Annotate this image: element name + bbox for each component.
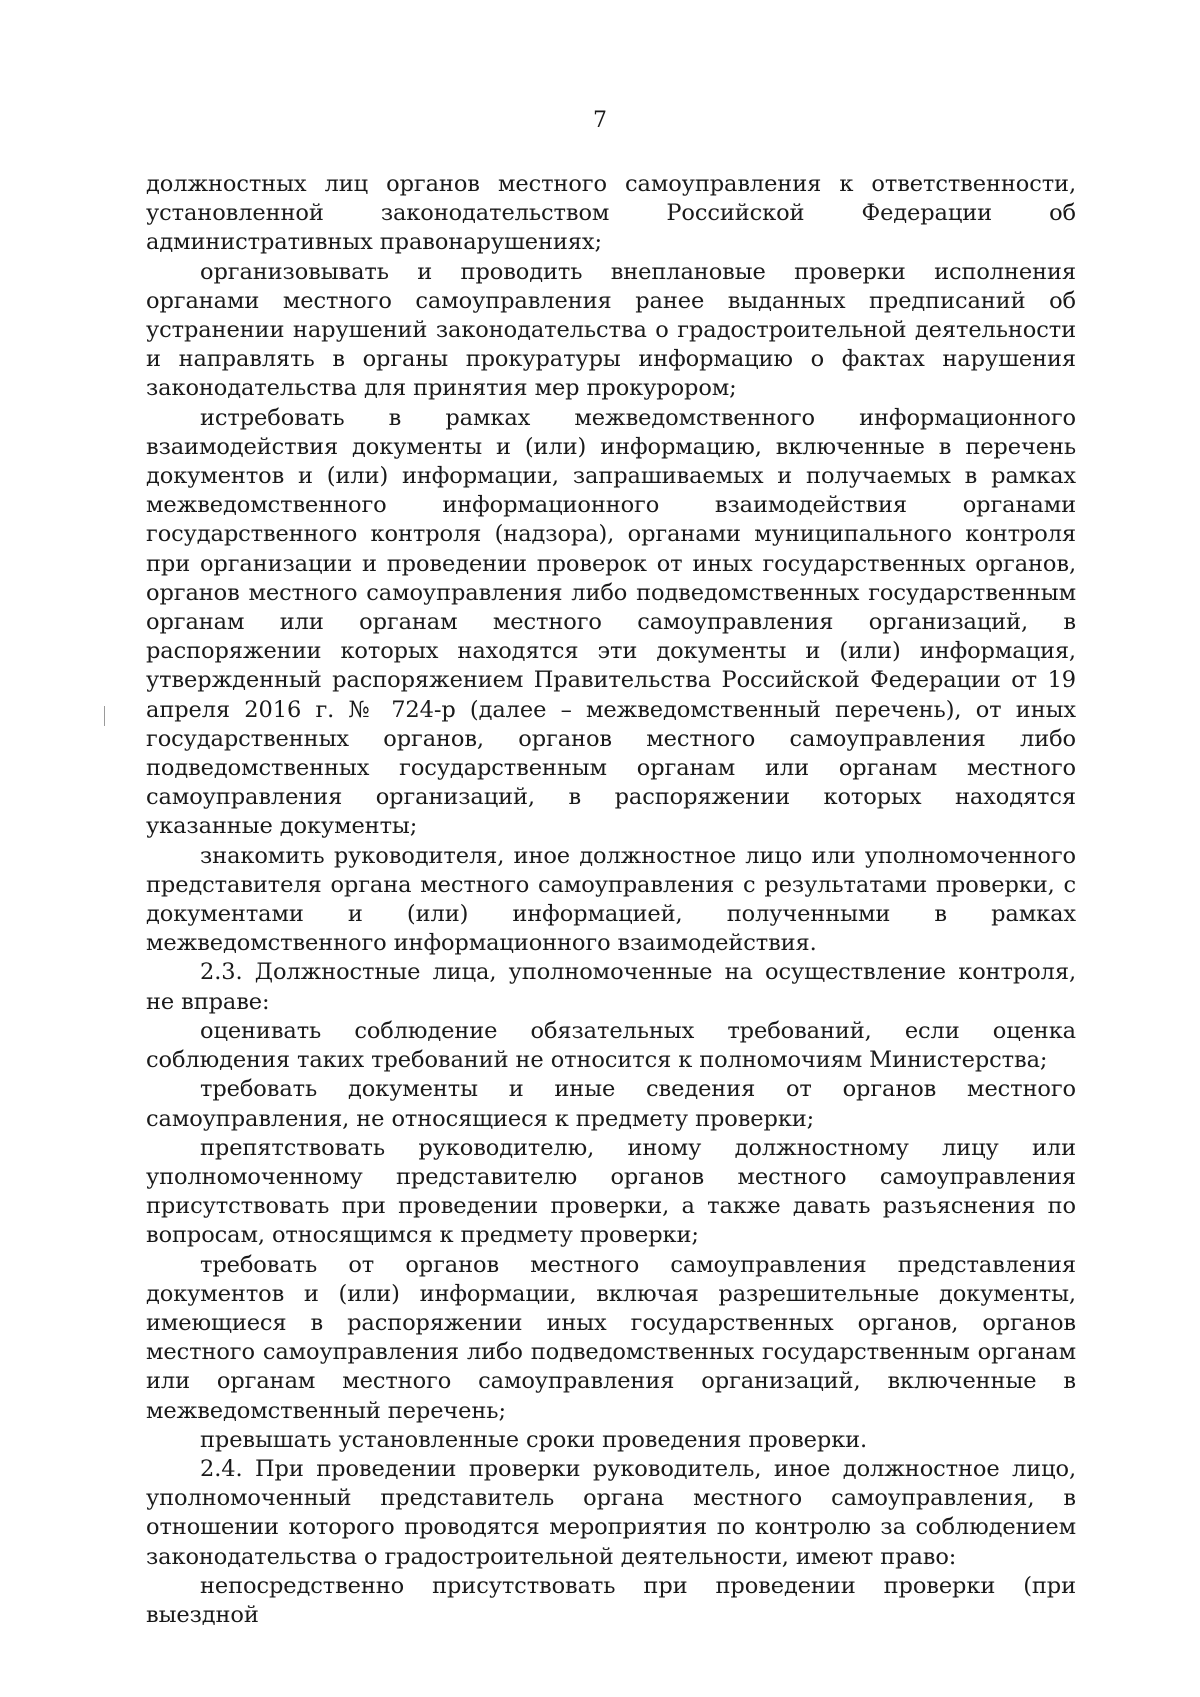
paragraph-section-2-4: 2.4. При проведении проверки руководитель, иное должностное лицо, уполномоченный представитель органа местного самоуправления, в отношении которого проводятся мероприятия по контролю за соблюдением законодательства о градостроительной деятельности, имеют право: <box>146 1455 1076 1570</box>
document-body <box>146 170 1076 1630</box>
margin-mark <box>104 706 105 726</box>
paragraph: препятствовать руководителю, иному должностному лицу или уполномоченному представителю органов местного самоуправления присутствовать при проведении проверки, а также давать разъяснения по вопросам, относящимся к предмету проверки; <box>146 1134 1076 1249</box>
paragraph: требовать документы и иные сведения от органов местного самоуправления, не относящиеся к предмету проверки; <box>146 1076 1076 1132</box>
paragraph-section-2-3: 2.3. Должностные лица, уполномоченные на осуществление контроля, не вправе: <box>146 959 1076 1015</box>
paragraph-last-line: непосредственно присутствовать при проведении проверки (при выездной <box>146 1572 1076 1628</box>
page-number: 7 <box>593 108 607 133</box>
paragraph: знакомить руководителя, иное должностное лицо или уполномоченного представителя органа местного самоуправления с результатами проверки, с документами и (или) информацией, полученными в рамках межведомственного информационного взаимодействия. <box>146 842 1076 957</box>
paragraph: организовывать и проводить внеплановые проверки исполнения органами местного самоуправления ранее выданных предписаний об устранении нарушений законодательства о градостроительной деятельности и направлять в органы прокуратуры информацию о фактах нарушения законодательства для принятия мер прокурором; <box>146 258 1076 402</box>
paragraph: истребовать в рамках межведомственного информационного взаимодействия документы и (или) информацию, включенные в перечень документов и (или) информации, запрашиваемых и получаемых в рамках межведомственного информационного взаимодействия органами государственного контроля (надзора), органами муниципального контроля при организации и проведении проверок от иных государственных органов, органов местного самоуправления либо подведомственных государственным органам или органам местного самоуправления организаций, в распоряжении которых находятся эти документы и (или) информация, утвержденный распоряжением Правительства Российской Федерации от 19 апреля 2016 г. № 724-р (далее – межведомственный перечень), от иных государственных органов, органов местного самоуправления либо подведомственных государственным органам или органам местного самоуправления организаций, в распоряжении которых находятся указанные документы; <box>146 404 1076 840</box>
paragraph: превышать установленные сроки проведения проверки. <box>200 1426 868 1453</box>
paragraph: оценивать соблюдение обязательных требований, если оценка соблюдения таких требований не относится к полномочиям Министерства; <box>146 1017 1076 1074</box>
paragraph-continuation: должностных лиц органов местного самоуправления к ответственности, установленной законодательством Российской Федерации об административных правонарушениях; <box>146 171 1076 256</box>
paragraph: требовать от органов местного самоуправления представления документов и (или) информации, включая разрешительные документы, имеющиеся в распоряжении иных государственных органов, органов местного самоуправления либо подведомственных государственным органам или органам местного самоуправления организаций, включенные в межведомственный перечень; <box>146 1251 1076 1424</box>
